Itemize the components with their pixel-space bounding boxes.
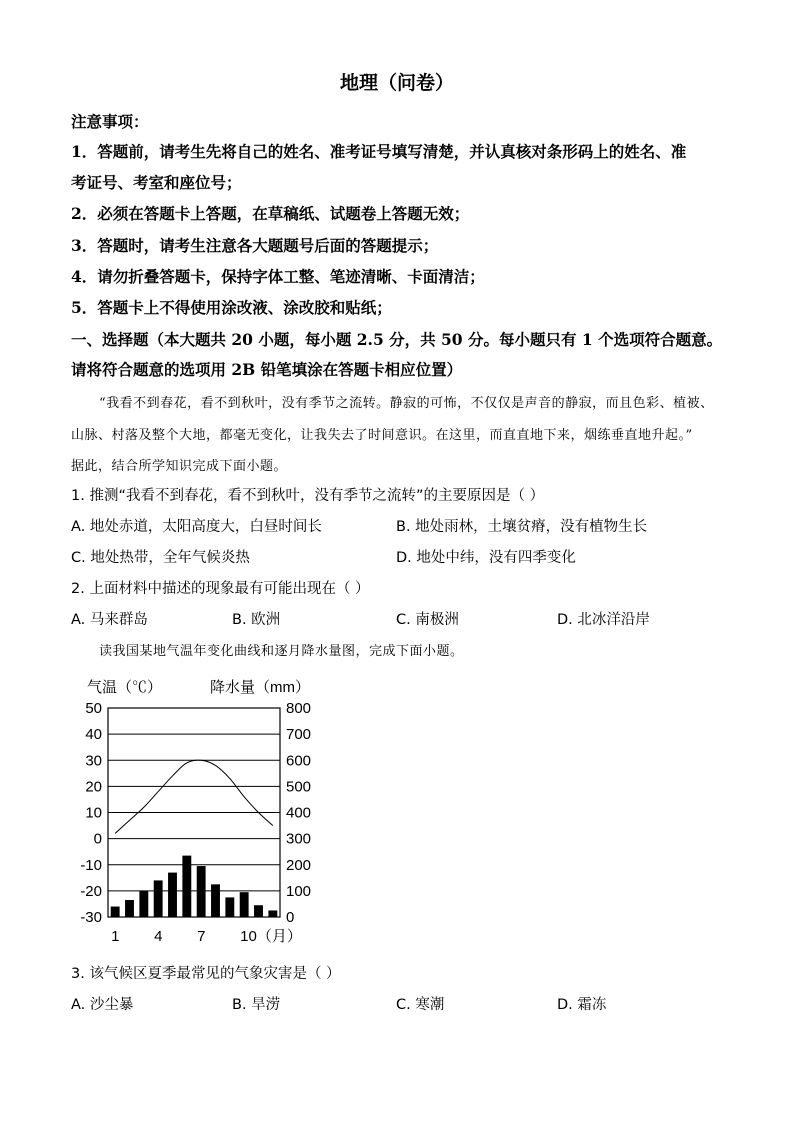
precipitation-bar: [197, 866, 206, 917]
passage-line: “我看不到春花，看不到秋叶，没有季节之流转。静寂的可怖，不仅仅是声音的静寂，而且色彩、植被、: [99, 396, 714, 411]
question-option: C. 寒潮: [396, 997, 445, 1013]
precipitation-bar: [211, 884, 220, 917]
temperature-tick-label: -10: [80, 856, 102, 874]
temperature-tick-label: 0: [93, 830, 102, 848]
question-stem: 1. 推测“我看不到春花，看不到秋叶，没有季节之流转”的主要原因是（ ）: [71, 488, 545, 504]
question-option: A. 地处赤道，太阳高度大，白昼时间长: [71, 519, 322, 535]
question-option: B. 旱涝: [232, 997, 281, 1013]
month-tick-label: 1: [111, 928, 120, 945]
precipitation-tick-label: 200: [286, 856, 312, 874]
temperature-tick-label: 40: [85, 726, 102, 744]
climate-chart: [60, 668, 330, 958]
precipitation-bar: [240, 892, 249, 917]
temperature-tick-label: 50: [85, 700, 102, 717]
question-stem: 2. 上面材料中描述的现象最有可能出现在（ ）: [71, 581, 370, 597]
precipitation-axis-title: 降水量（mm）: [210, 679, 310, 696]
temperature-axis-title: 气温（℃）: [87, 679, 163, 696]
question-option: C. 南极洲: [396, 612, 459, 628]
question-option: A. 沙尘暴: [71, 997, 134, 1013]
question-option: D. 霜冻: [557, 997, 607, 1013]
precipitation-bar: [168, 873, 177, 917]
passage-line: 据此，结合所学知识完成下面小题。: [71, 459, 288, 474]
question-stem: 3. 该气候区夏季最常见的气象灾害是（ ）: [71, 966, 341, 982]
temperature-tick-label: -30: [80, 909, 102, 926]
precipitation-tick-label: 400: [286, 804, 312, 822]
notice-item: 5．答题卡上不得使用涂改液、涂改胶和贴纸；: [71, 298, 392, 317]
precipitation-bar: [125, 900, 134, 917]
notice-item: 2．必须在答题卡上答题，在草稿纸、试题卷上答题无效；: [71, 204, 470, 223]
precipitation-tick-label: 600: [286, 752, 312, 770]
question-option: D. 北冰洋沿岸: [557, 612, 650, 628]
question-option: B. 地处雨林，土壤贫瘠，没有植物生长: [396, 519, 648, 535]
temperature-tick-label: -20: [80, 882, 102, 900]
page-title: 地理（问卷）: [339, 72, 454, 94]
notice-item: 1．答题前，请考生先将自己的姓名、准考证号填写清楚，并认真核对条形码上的姓名、准: [71, 142, 687, 161]
question-option: D. 地处中纬，没有四季变化: [396, 550, 576, 566]
notice-item: 考证号、考室和座位号；: [71, 173, 242, 192]
precipitation-bar: [154, 880, 163, 917]
passage-line: 山脉、村落及整个大地，都毫无变化，让我失去了时间意识。在这里，而直直地下来，烟练垂直地升起。”: [71, 428, 693, 443]
notice-item: 4．请勿折叠答题卡，保持字体工整、笔迹清晰、卡面清洁；: [71, 267, 485, 286]
precipitation-bar: [225, 897, 234, 917]
section-heading-cont: 请将符合题意的选项用 2B 铅笔填涂在答题卡相应位置）: [71, 360, 463, 379]
question-option: A. 马来群岛: [71, 612, 148, 628]
chart-intro: 读我国某地气温年变化曲线和逐月降水量图，完成下面小题。: [99, 644, 464, 659]
precipitation-tick-label: 100: [286, 882, 312, 900]
precipitation-tick-label: 0: [286, 909, 295, 926]
section-heading: 一、选择题（本大题共 20 小题，每小题 2.5 分，共 50 分。每小题只有 1 个选项符合题意。: [71, 330, 723, 349]
month-tick-label: 10（月）: [240, 928, 302, 945]
precipitation-bar: [182, 856, 191, 917]
precipitation-bar: [139, 891, 148, 917]
precipitation-tick-label: 800: [286, 700, 312, 717]
temperature-tick-label: 30: [85, 752, 102, 770]
precipitation-bar: [268, 910, 277, 917]
notice-heading: 注意事项：: [71, 112, 149, 131]
temperature-tick-label: 20: [85, 778, 102, 796]
notice-item: 3．答题时，请考生注意各大题题号后面的答题提示；: [71, 236, 439, 255]
question-option: C. 地处热带，全年气候炎热: [71, 550, 250, 566]
precipitation-tick-label: 700: [286, 726, 312, 744]
month-tick-label: 4: [154, 928, 163, 945]
temperature-curve: [115, 760, 273, 833]
precipitation-tick-label: 500: [286, 778, 312, 796]
precipitation-bar: [254, 905, 263, 917]
precipitation-bar: [111, 907, 120, 917]
precipitation-tick-label: 300: [286, 830, 312, 848]
month-tick-label: 7: [197, 928, 206, 945]
question-option: B. 欧洲: [232, 612, 281, 628]
temperature-tick-label: 10: [85, 804, 102, 822]
